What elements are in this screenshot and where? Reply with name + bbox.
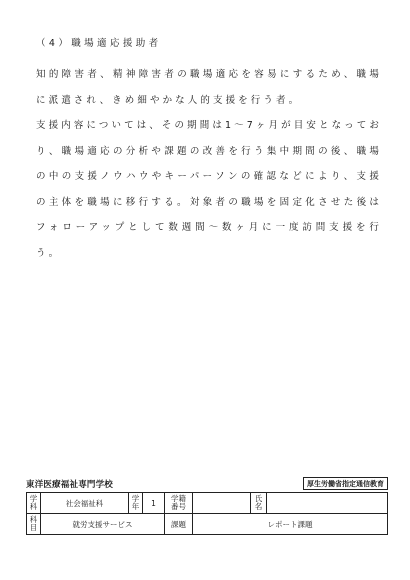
student-number-label: 学籍 番号 bbox=[165, 493, 193, 514]
subject-value: 就労支援サービス bbox=[41, 514, 165, 535]
accreditation-label: 厚生労働省指定通信教育 bbox=[303, 477, 388, 490]
footer-header bbox=[26, 476, 388, 490]
name-field[interactable] bbox=[267, 493, 388, 514]
department-value: 社会福祉科 bbox=[41, 493, 129, 514]
paragraph-support-content: 支援内容については、その期間は1〜7ヶ月が目安となっており、職場適応の分析や課題の改善を行う集中期間の後、職場の中の支援ノウハウやキーパーソンの確認などにより、支援の主体を職場に移行する。対象者の職場を固定化させた後はフォローアップとして数週間〜数ヶ月に一度訪問支援を行う。 bbox=[36, 120, 382, 259]
grade-value: 1 bbox=[143, 493, 165, 514]
info-row-subject bbox=[27, 514, 388, 535]
grade-label: 学 年 bbox=[129, 493, 143, 514]
report-footer bbox=[26, 476, 388, 535]
assignment-label: 課題 bbox=[165, 514, 193, 535]
info-row-student bbox=[27, 493, 388, 514]
department-label: 学 科 bbox=[27, 493, 41, 514]
student-info-table bbox=[26, 492, 388, 535]
section-heading: （4）職場適応援助者 bbox=[36, 38, 162, 49]
school-name: 東洋医療福祉専門学校 bbox=[26, 480, 114, 490]
paragraph-definition: 知的障害者、精神障害者の職場適応を容易にするため、職場に派遣され、きめ細やかな人的支援を行う者。 bbox=[36, 69, 382, 106]
document-body bbox=[36, 36, 382, 266]
name-label: 氏 名 bbox=[251, 493, 267, 514]
student-number-field[interactable] bbox=[193, 493, 251, 514]
assignment-value: レポート課題 bbox=[193, 514, 388, 535]
subject-label: 科 目 bbox=[27, 514, 41, 535]
